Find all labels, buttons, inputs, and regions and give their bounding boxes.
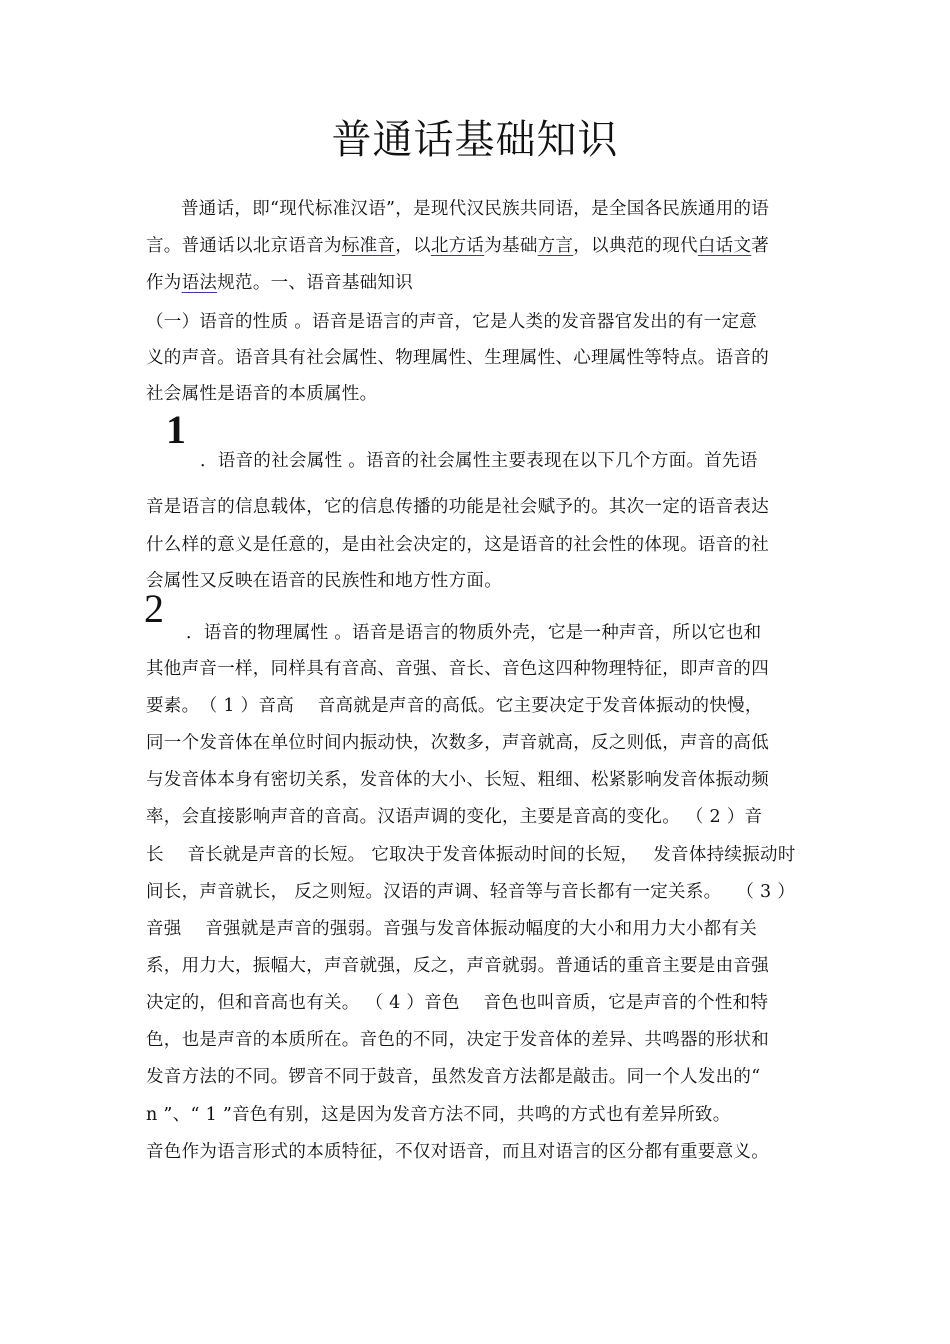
item2-line-2: 其他声音一样，同样具有音高、音强、音长、音色这四种物理特征，即声音的四 bbox=[146, 659, 769, 679]
item1-line-2: 音是语言的信息载体，它的信息传播的功能是社会赋予的。其次一定的语音表达 bbox=[146, 497, 769, 517]
item2-line-9: 音强 音强就是声音的强弱。音强与发音体振动幅度的大小和用力大小都有关 bbox=[146, 919, 758, 939]
item2-line-7: 长 音长就是声音的长短。 它取决于发音体振动时间的长短， 发音体持续振动时 bbox=[146, 845, 796, 865]
intro-text: ，以典范的现代 bbox=[573, 236, 698, 256]
item2-line-14: n ”、“ 1 ”音色有别，这是因为发音方法不同，共鸣的方式也有差异所致。 bbox=[146, 1105, 731, 1125]
page-title: 普通话基础知识 bbox=[331, 117, 619, 163]
item2-line-8: 间长，声音就长， 反之则短。汉语的声调、轻音等与音长都有一定关系。 （ 3 ） bbox=[146, 882, 796, 902]
link-grammar[interactable]: 语法 bbox=[181, 273, 218, 293]
link-standard-pronunciation[interactable]: 标准音 bbox=[341, 236, 396, 256]
item2-line-5: 与发音体本身有密切关系，发音体的大小、长短、粗细、松紧影响发音体振动频 bbox=[146, 770, 769, 790]
intro-line-2 bbox=[146, 233, 810, 259]
intro-text: ，以 bbox=[395, 236, 431, 256]
item1-line-3: 什么样的意义是任意的，是由社会决定的，这是语音的社会性的体现。语音的社 bbox=[146, 535, 769, 555]
link-vernacular[interactable]: 白话文 bbox=[697, 236, 752, 256]
link-dialect[interactable]: 方言 bbox=[537, 236, 574, 256]
intro-text: 著 bbox=[751, 236, 770, 256]
intro-text: 作为 bbox=[146, 273, 182, 293]
section1-line-3: 社会属性是语音的本质属性。 bbox=[146, 384, 378, 404]
item2-line-1: ．语音的物理属性 。语音是语言的物质外壳，它是一种声音，所以它也和 bbox=[186, 623, 762, 643]
item2-line-4: 同一个发音体在单位时间内振动快，次数多，声音就高，反之则低，声音的高低 bbox=[146, 733, 769, 753]
link-northern-dialect[interactable]: 北方话 bbox=[430, 236, 485, 256]
item2-line-3: 要素。 （ 1 ）音高 音高就是声音的高低。它主要决定于发音体振动的快慢， bbox=[146, 696, 763, 716]
intro-text: 规范。一、语音基础知识 bbox=[217, 273, 414, 293]
section1-line-1: （一）语音的性质 。语音是语言的声音，它是人类的发音器官发出的有一定意 bbox=[146, 312, 758, 332]
item2-line-6: 率，会直接影响声音的音高。汉语声调的变化，主要是音高的变化。 （ 2 ）音 bbox=[146, 807, 763, 827]
item2-line-11: 决定的，但和音高也有关。 （ 4 ）音色 音色也叫音质，它是声音的个性和特 bbox=[146, 993, 769, 1013]
item-number-2: 2 bbox=[144, 586, 164, 631]
item1-line-4: 会属性又反映在语音的民族性和地方性方面。 bbox=[146, 571, 502, 591]
item2-line-15: 音色作为语言形式的本质特征，不仅对语音，而且对语言的区分都有重要意义。 bbox=[146, 1142, 769, 1162]
item1-line-1: ．语音的社会属性 。语音的社会属性主要表现在以下几个方面。首先语 bbox=[200, 451, 758, 471]
intro-line-3 bbox=[146, 270, 810, 296]
item2-line-12: 色，也是声音的本质所在。音色的不同，决定于发音体的差异、共鸣器的形状和 bbox=[146, 1030, 769, 1050]
intro-text: 为基础 bbox=[484, 236, 538, 256]
item2-line-10: 系，用力大，振幅大，声音就强，反之，声音就弱。普通话的重音主要是由音强 bbox=[146, 956, 769, 976]
item-number-1: 1 bbox=[166, 407, 186, 452]
intro-text: 言。普通话以北京语音为 bbox=[146, 236, 342, 256]
section1-line-2: 义的声音。语音具有社会属性、物理属性、生理属性、心理属性等特点。语音的 bbox=[146, 348, 769, 368]
intro-line-1: 普通话，即“现代标准汉语”，是现代汉民族共同语，是全国各民族通用的语 bbox=[181, 199, 770, 219]
item2-line-13: 发音方法的不同。锣音不同于鼓音，虽然发音方法都是敲击。同一个人发出的“ bbox=[146, 1067, 761, 1087]
